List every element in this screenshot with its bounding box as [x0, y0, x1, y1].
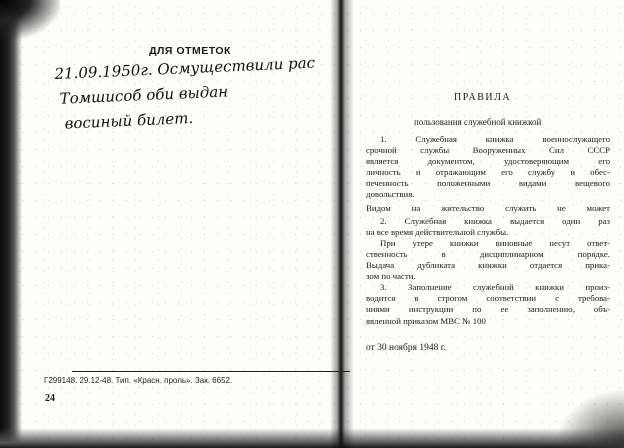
rules-line: личность и отражающим его службу и обес-: [366, 167, 610, 178]
rules-body: [366, 134, 610, 327]
handwritten-note: [54, 49, 347, 137]
page-number: 24: [45, 393, 55, 404]
rules-line: Выдача дубликата книжки отдается прика-: [366, 260, 610, 271]
rules-line: ственность в дисциплинарном порядке.: [366, 248, 610, 259]
imprint-divider: [72, 371, 350, 372]
rules-line: зом по части.: [366, 271, 416, 282]
rules-line: Видом на жительство служить не может: [366, 202, 610, 213]
handwritten-line: Томшисоб оби выдан: [59, 82, 229, 108]
rules-line: 3. Заполнение служебной книжки произ-: [380, 282, 610, 293]
rules-line: срочной службы Вооруженных Сил СССР: [366, 145, 610, 156]
printer-imprint: Г299148. 29.12-48. Тип. «Красн. проль». Зак. 6652.: [44, 376, 233, 385]
rules-line: явленной приказом МВС № 100: [366, 315, 486, 326]
rules-line: довольствия.: [366, 189, 415, 200]
rules-line: является документом, удостоверяющим его: [366, 156, 610, 167]
handwritten-line: восиный билет.: [64, 108, 194, 133]
rules-title: ПРАВИЛА: [454, 92, 512, 103]
rules-line: водится в строгом соответствии с требова-: [366, 293, 610, 304]
rules-line: на все время действительной службы.: [366, 226, 509, 237]
rules-line: 2. Служебная книжка выдается один раз: [380, 215, 610, 226]
notes-heading: ДЛЯ ОТМЕТОК: [149, 45, 231, 57]
rules-line: 1. Служебная книжка военнослужащего: [380, 134, 610, 144]
scan-edge-left: [0, 0, 22, 448]
rules-subtitle: пользования служебной книжкой: [414, 117, 542, 127]
order-date-line: от 30 ноября 1948 г.: [366, 343, 446, 353]
rules-line: ниями инструкции по ее заполнению, объ-: [366, 304, 610, 315]
right-page: [356, 0, 618, 448]
rules-line: печенность положенными видами вещевого: [366, 178, 610, 189]
handwritten-line: 21.09.1950г. Осмуществили рас: [54, 53, 316, 83]
rules-line: При утере книжки виновные несут ответ-: [380, 237, 610, 248]
